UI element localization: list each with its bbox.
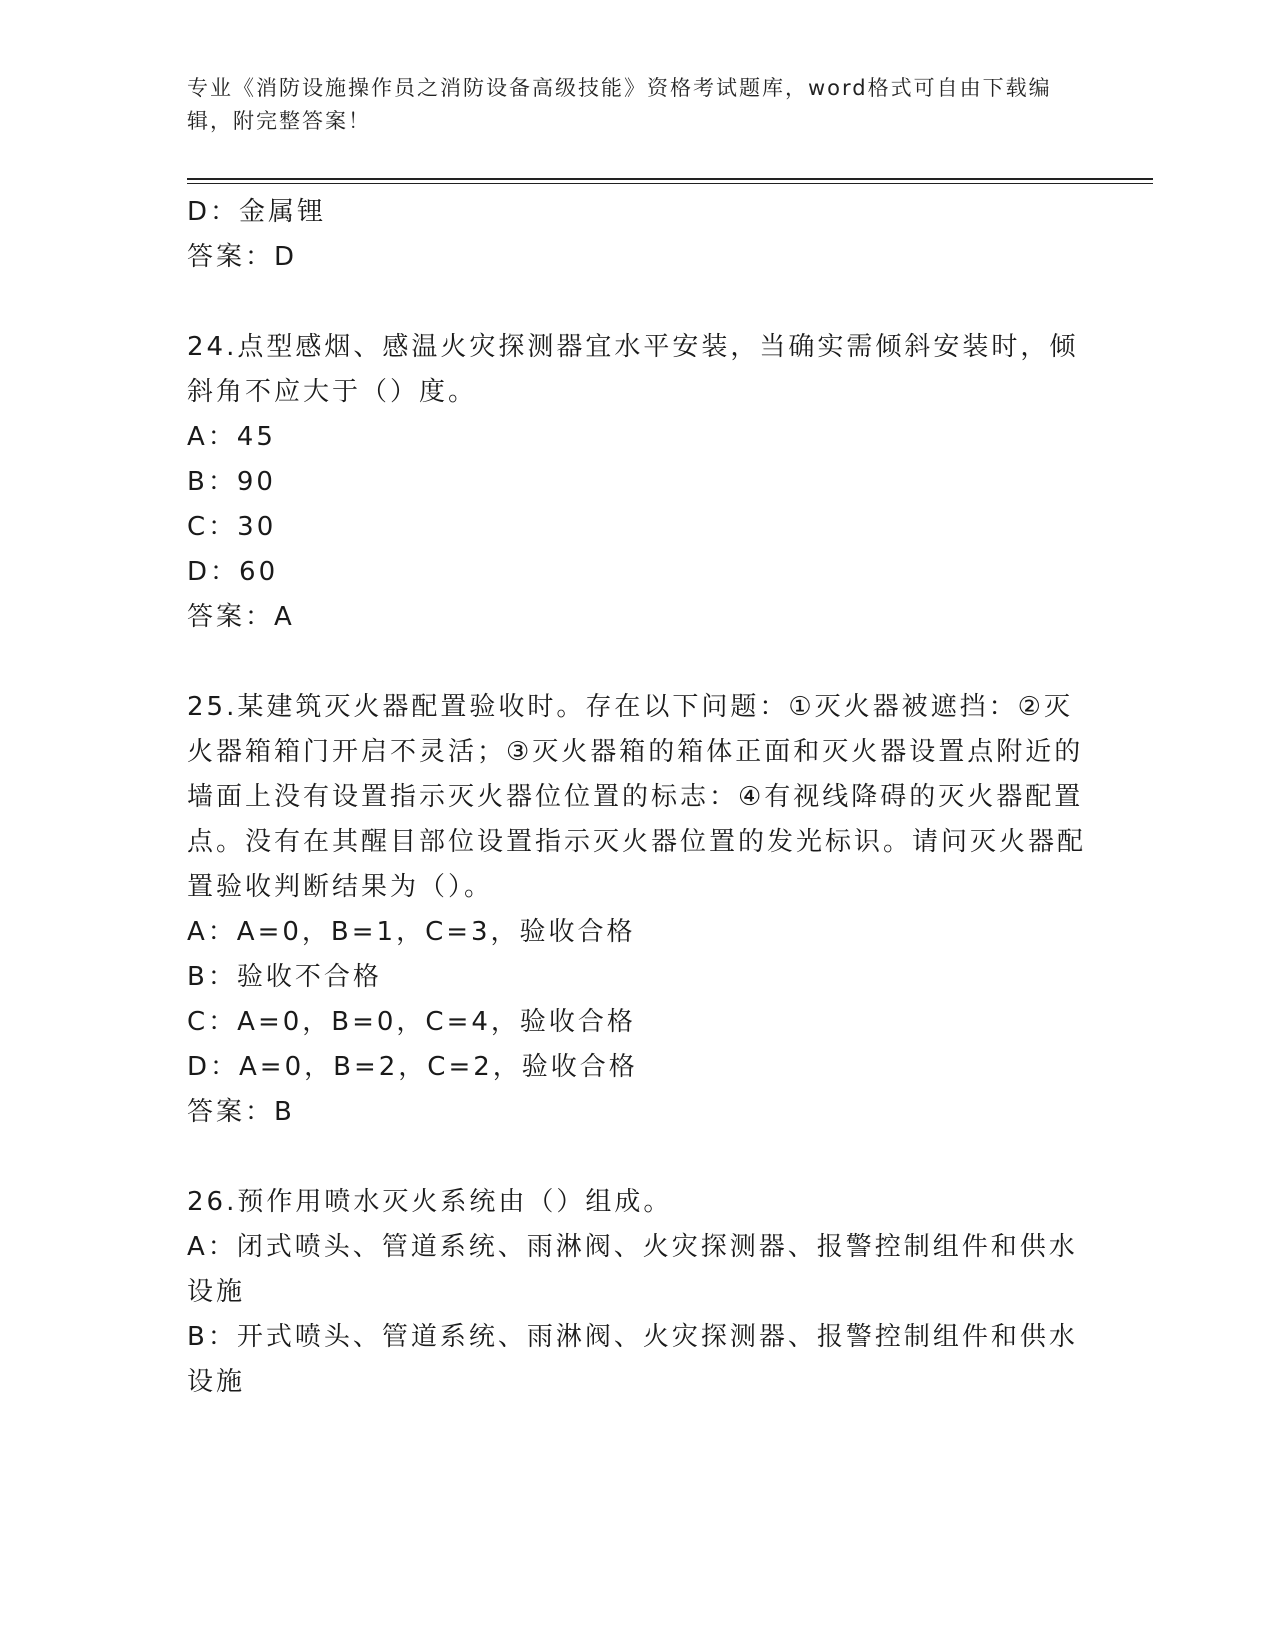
- spacer: [187, 1135, 1087, 1180]
- page-header: 专业《消防设施操作员之消防设备高级技能》资格考试题库，word格式可自由下载编辑，附完整答案！: [187, 76, 1052, 133]
- question-26-option-a: A：闭式喷头、管道系统、雨淋阀、火灾探测器、报警控制组件和供水设施: [187, 1232, 1078, 1307]
- question-26-stem: 26.预作用喷水灭火系统由（）组成。: [187, 1187, 673, 1217]
- spacer: [187, 280, 1087, 325]
- prev-question-answer: 答案：D: [187, 242, 298, 272]
- question-24-option-a: A：45: [187, 422, 276, 452]
- question-24-stem: 24.点型感烟、感温火灾探测器宜水平安装，当确实需倾斜安装时，倾斜角不应大于（）度。: [187, 332, 1079, 407]
- question-24-option-d: D：60: [187, 557, 279, 587]
- document-body: [187, 190, 1087, 1405]
- prev-question-option-d: D：金属锂: [187, 197, 327, 227]
- question-24-option-c: C：30: [187, 512, 277, 542]
- spacer: [187, 640, 1087, 685]
- question-25-answer: 答案：B: [187, 1097, 295, 1127]
- question-25-option-b: B：验收不合格: [187, 962, 382, 992]
- question-24-answer: 答案：A: [187, 602, 295, 632]
- question-25-option-c: C：A=0，B=0，C=4，验收合格: [187, 1007, 636, 1037]
- question-25-option-d: D：A=0，B=2，C=2，验收合格: [187, 1052, 638, 1082]
- header-rule-thin: [187, 183, 1153, 184]
- header-rule-thick: [187, 178, 1153, 180]
- question-26-option-b: B：开式喷头、管道系统、雨淋阀、火灾探测器、报警控制组件和供水设施: [187, 1322, 1078, 1397]
- question-24-option-b: B：90: [187, 467, 276, 497]
- question-25-option-a: A：A=0，B=1，C=3，验收合格: [187, 917, 636, 947]
- question-25-stem: 25.某建筑灭火器配置验收时。存在以下问题：①灭火器被遮挡：②灭火器箱箱门开启不灵活；③灭火器箱的箱体正面和灭火器设置点附近的墙面上没有设置指示灭火器位位置的标志：④有视线降碍的灭火器配置点。没有在其醒目部位设置指示灭火器位置的发光标识。请问灭火器配置验收判断结果为（）。: [187, 692, 1087, 902]
